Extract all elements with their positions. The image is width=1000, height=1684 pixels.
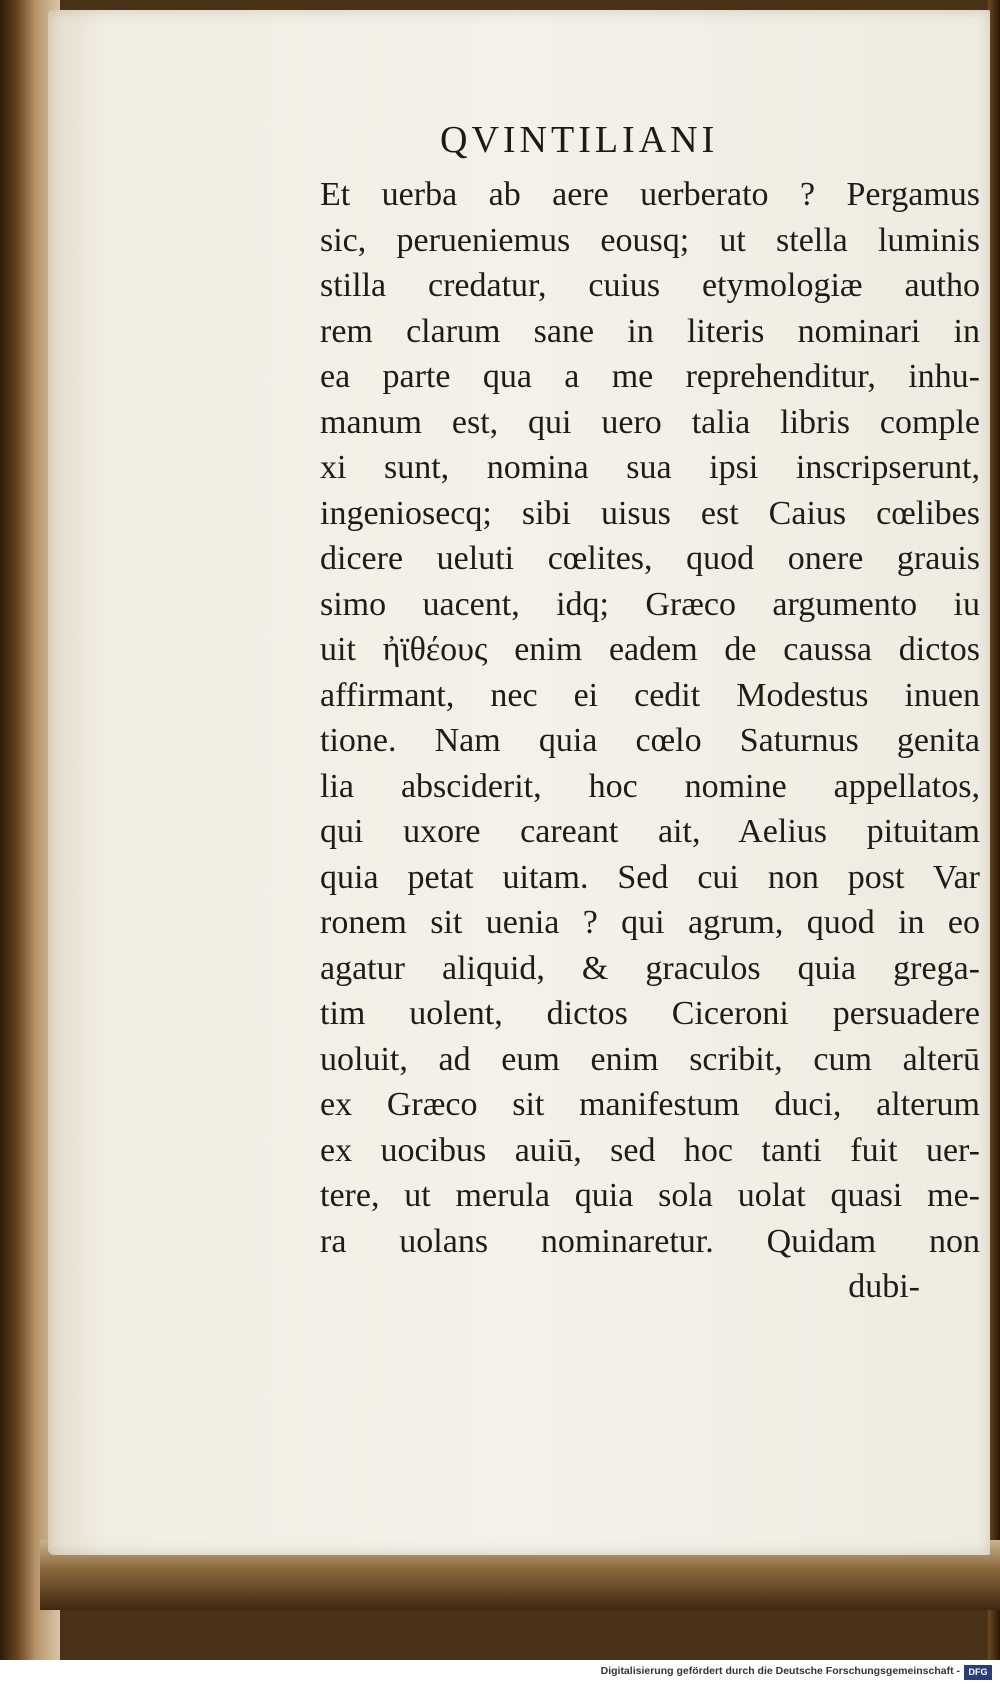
text-line: xi sunt, nomina sua ipsi inscripserunt, xyxy=(320,449,980,486)
dfg-logo: DFG xyxy=(964,1665,992,1680)
credit-text: Digitalisierung gefördert durch die Deutsche Forschungsgemeinschaft - xyxy=(600,1665,960,1677)
text-line: ronem sit uenia ? qui agrum, quod in eo xyxy=(320,904,980,941)
catchword: dubi- xyxy=(848,1268,920,1305)
text-line: agatur aliquid, & graculos quia grega- xyxy=(320,949,980,987)
text-line: tere, ut merula quia sola uolat quasi me- xyxy=(320,1177,980,1214)
text-line: manum est, qui uero talia libris comple xyxy=(320,403,980,441)
text-line: ingeniosecq; sibi uisus est Caius cœlibes xyxy=(320,494,980,532)
text-line: qui uxore careant ait, Aelius pituitam xyxy=(320,813,980,850)
running-head: QVINTILIANI xyxy=(440,119,719,161)
text-line: uoluit, ad eum enim scribit, cum alterū xyxy=(320,1040,980,1078)
text-line: stilla credatur, cuius etymologiæ autho xyxy=(320,267,980,304)
text-line: tim uolent, dictos Ciceroni persuadere xyxy=(320,995,980,1032)
text-line: simo uacent, idq; Græco argumento iu xyxy=(320,585,980,623)
text-line: quia petat uitam. Sed cui non post Var xyxy=(320,858,980,896)
text-line: uit ἠϊθέους enim eadem de caussa dictos xyxy=(320,631,980,668)
text-line: ea parte qua a me reprehenditur, inhu- xyxy=(320,358,980,395)
text-line: tione. Nam quia cœlo Saturnus genita xyxy=(320,722,980,759)
digitization-credit-bar xyxy=(0,1662,1000,1684)
text-line: dicere ueluti cœlites, quod onere grauis xyxy=(320,540,980,577)
text-line: ra uolans nominaretur. Quidam non xyxy=(320,1222,980,1260)
text-line: affirmant, nec ei cedit Modestus inuen xyxy=(320,676,980,714)
text-line: lia absciderit, hoc nomine appellatos, xyxy=(320,767,980,805)
text-line: ex Græco sit manifestum duci, alterum xyxy=(320,1086,980,1123)
text-line: Et uerba ab aere uerberato ? Pergamus xyxy=(320,176,980,213)
text-line: ex uocibus auiū, sed hoc tanti fuit uer- xyxy=(320,1131,980,1169)
text-line: rem clarum sane in literis nominari in xyxy=(320,312,980,350)
text-line: sic, perueniemus eousq; ut stella luminis xyxy=(320,221,980,259)
body-text xyxy=(320,172,980,1310)
